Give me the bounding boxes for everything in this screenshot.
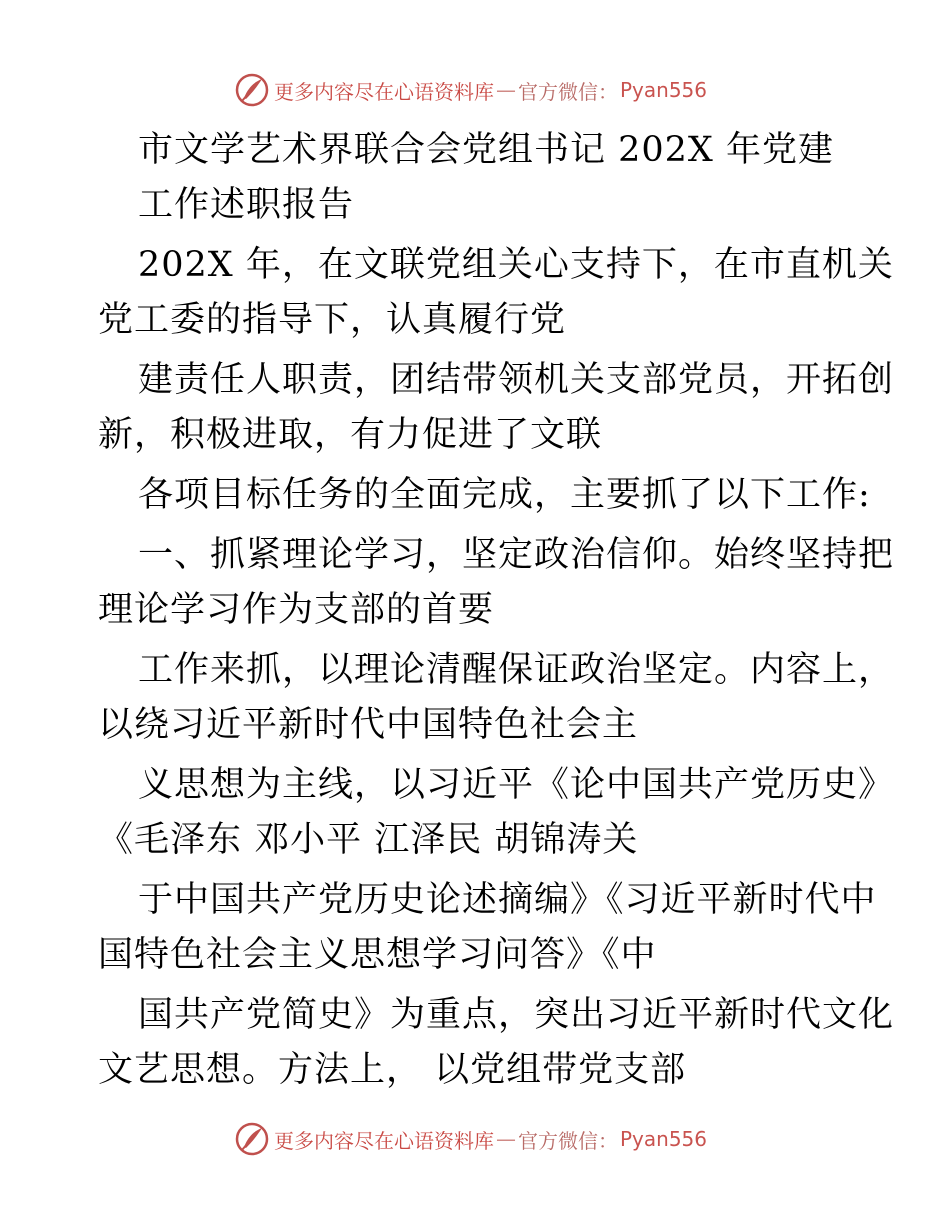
doc-text-line: 党工委的指导下，认真履行党 xyxy=(98,300,567,340)
doc-text-line: 202X 年，在文联党组关心支持下，在市直机关 xyxy=(138,245,894,285)
doc-text-line: 于中国共产党历史论述摘编》《习近平新时代中 xyxy=(138,880,877,920)
doc-text-line: 文艺思想。方法上， 以党组带党支部 xyxy=(98,1050,687,1090)
watermark-dash: — xyxy=(496,78,516,102)
watermark-wechat-label: 官方微信： xyxy=(518,79,618,104)
doc-text-line: 理论学习作为支部的首要 xyxy=(98,590,495,630)
watermark-dash: — xyxy=(496,1127,516,1151)
doc-text-line: 新，积极进取，有力促进了文联 xyxy=(98,415,603,455)
doc-title-line-1: 市文学艺术界联合会党组书记 202X 年党建 xyxy=(138,130,834,170)
quill-logo-icon xyxy=(234,1121,270,1157)
watermark-main-text: 更多内容尽在心语资料库 xyxy=(274,1128,494,1153)
watermark-main-text: 更多内容尽在心语资料库 xyxy=(274,79,494,104)
doc-text-line: 《毛泽东 邓小平 江泽民 胡锦涛关 xyxy=(98,820,639,860)
watermark-wechat-id: Pyan556 xyxy=(620,1127,708,1151)
doc-text-line: 工作来抓，以理论清醒保证政治坚定。内容上， xyxy=(138,650,895,690)
doc-text-line: 国共产党简史》为重点，突出习近平新时代文化 xyxy=(138,995,895,1035)
doc-text-line: 一、抓紧理论学习，坚定政治信仰。始终坚持把 xyxy=(138,535,895,575)
doc-title-line-2: 工作述职报告 xyxy=(138,185,355,225)
doc-text-line: 各项目标任务的全面完成，主要抓了以下工作: xyxy=(138,475,871,515)
doc-text-line: 义思想为主线，以习近平《论中国共产党历史》 xyxy=(138,765,895,805)
watermark-banner-bottom xyxy=(234,1119,707,1159)
doc-text-line: 国特色社会主义思想学习问答》《中 xyxy=(98,935,657,975)
watermark-wechat-id: Pyan556 xyxy=(620,78,708,102)
doc-text-line: 建责任人职责，团结带领机关支部党员，开拓创 xyxy=(138,360,895,400)
watermark-wechat-label: 官方微信： xyxy=(518,1128,618,1153)
doc-text-line: 以绕习近平新时代中国特色社会主 xyxy=(98,705,639,745)
